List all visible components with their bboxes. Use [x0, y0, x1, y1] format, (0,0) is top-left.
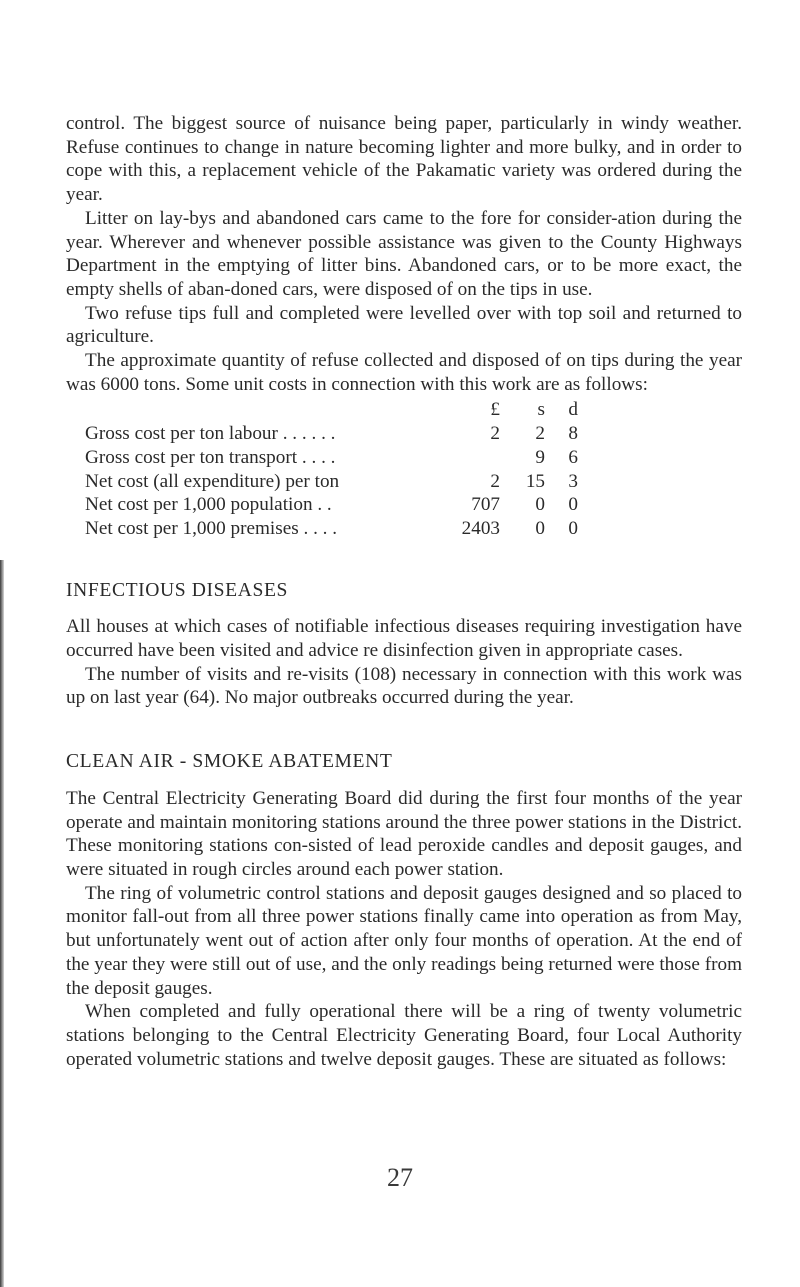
- paragraph: When completed and fully operational there will be a ring of twenty volumetric stations belonging to the Central Electricity Generating Board, four Local Authority operated volumetric stations and twelve deposit gauges. These are situated as follows:: [66, 1001, 742, 1070]
- table-header-pence: d: [568, 399, 578, 421]
- cost-shillings: 9: [535, 446, 545, 468]
- paragraph: The approximate quantity of refuse collected and disposed of on tips during the year was 6000 tons. Some unit costs in connection with this work are as follows:: [66, 350, 742, 395]
- paragraph: Two refuse tips full and completed were levelled over with top soil and returned to agriculture.: [66, 302, 742, 348]
- refuse-section-text: [66, 112, 742, 396]
- table-header-shillings: s: [537, 399, 545, 421]
- cost-pence: 0: [568, 517, 578, 539]
- paragraph: control. The biggest source of nuisance being paper, particularly in windy weather. Refuse continues to change in nature becoming lighter and more bulky, and in order to cope with this, a replacement vehicle of the Pakamatic variety was ordered during the year.: [66, 113, 742, 206]
- table-header-pounds: £: [490, 399, 500, 421]
- page-number: 27: [387, 1163, 413, 1192]
- cost-shillings: 0: [535, 494, 545, 516]
- cost-label: Net cost per 1,000 population . .: [85, 494, 332, 516]
- paragraph: The Central Electricity Generating Board did during the first four months of the year operate and maintain monitoring stations around the three power stations in the District. These monitoring stations con-sisted of lead peroxide candles and deposit gauges, and were situated in rough circles around each power station.: [66, 787, 742, 880]
- cost-pounds: 2: [490, 470, 500, 492]
- cost-pounds: 707: [471, 494, 500, 516]
- cost-pence: 0: [568, 494, 578, 516]
- table-row: [85, 493, 578, 517]
- cost-pounds: 2: [490, 423, 500, 445]
- table-row: [85, 470, 578, 494]
- cost-label: Gross cost per ton transport . . . .: [85, 446, 336, 468]
- section-heading-infectious-diseases: INFECTIOUS DISEASES: [66, 579, 289, 601]
- cost-pounds: [450, 446, 500, 470]
- cost-pence: 6: [568, 446, 578, 468]
- table-row: [85, 517, 578, 541]
- paragraph: The ring of volumetric control stations and deposit gauges designed and so placed to monitor fall-out from all three power stations finally came into operation as from May, but unfortunately went out of action after only four months of operation. At the end of the year they were still out of use, and the only readings being returned were those from the deposit gauges.: [66, 882, 742, 999]
- cost-shillings: 15: [525, 470, 545, 492]
- cost-shillings: 2: [535, 423, 545, 445]
- cost-label: Net cost (all expenditure) per ton: [85, 470, 340, 492]
- document-page: [66, 112, 742, 1071]
- cost-label: Net cost per 1,000 premises . . . .: [85, 517, 338, 539]
- clean-air-text: [66, 787, 742, 1071]
- table-header-row: [85, 398, 578, 422]
- paragraph: Litter on lay-bys and abandoned cars came to the fore for consider-ation during the year. Wherever and whenever possible assistance was given to the County Highways Department in the emptying of litter bins. Abandoned cars, or to be more exact, the empty shells of aban-doned cars, were disposed of on the tips in use.: [66, 207, 742, 300]
- section-heading-clean-air: CLEAN AIR - SMOKE ABATEMENT: [66, 751, 393, 773]
- infectious-diseases-text: [66, 615, 742, 710]
- paragraph: The number of visits and re-visits (108) necessary in connection with this work was up on last year (64). No major outbreaks occurred during the year.: [66, 663, 742, 709]
- table-row: [85, 422, 578, 446]
- cost-label: Gross cost per ton labour . . . . . .: [85, 423, 336, 445]
- paragraph: All houses at which cases of notifiable infectious diseases requiring investigation have occurred have been visited and advice re disinfection given in appropriate cases.: [66, 616, 742, 662]
- table-header-label: [85, 398, 450, 422]
- cost-pounds: 2403: [461, 517, 500, 539]
- cost-shillings: 0: [535, 517, 545, 539]
- table-row: [85, 446, 578, 470]
- unit-cost-table: [85, 398, 578, 540]
- cost-pence: 3: [568, 470, 578, 492]
- cost-pence: 8: [568, 423, 578, 445]
